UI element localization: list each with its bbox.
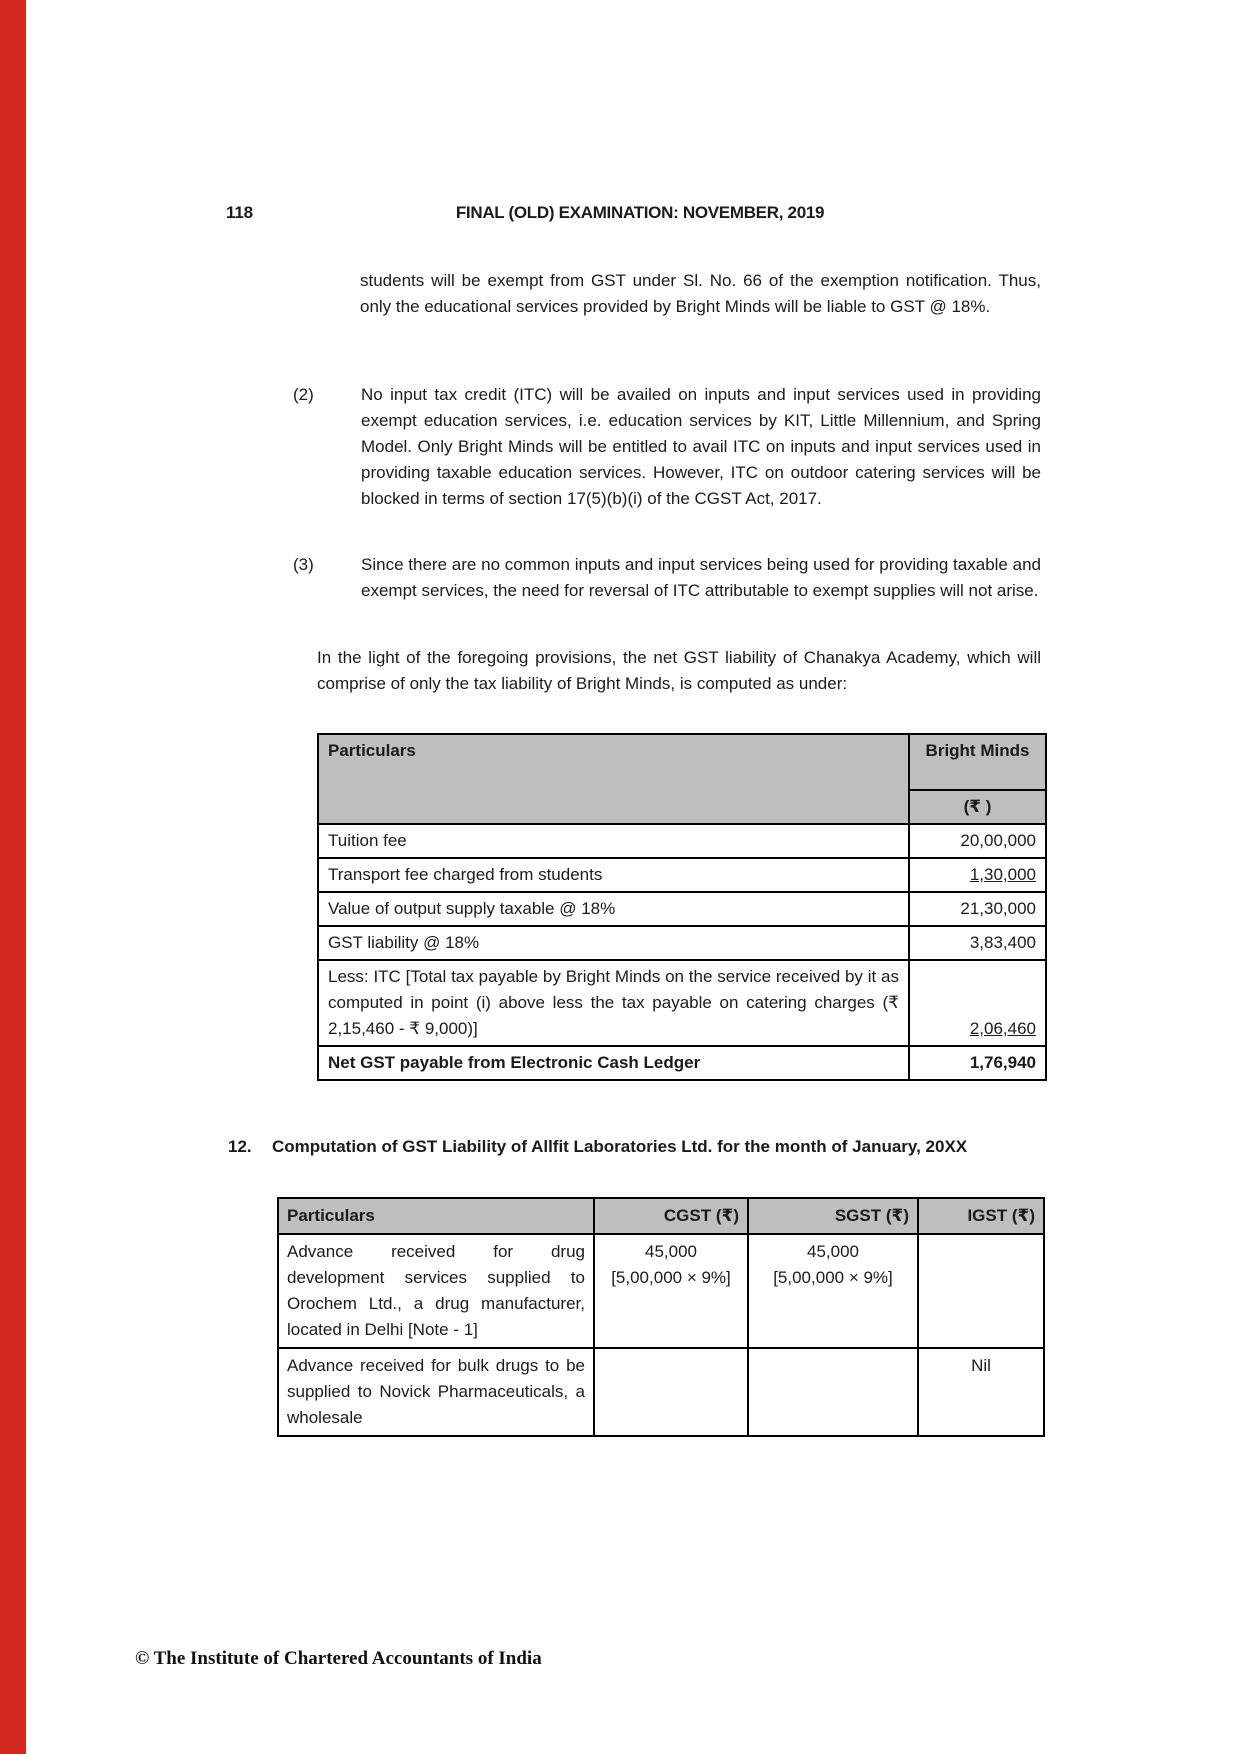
list-item-3	[293, 552, 1041, 604]
col-header-cgst: CGST (₹)	[594, 1198, 748, 1234]
row-label: Tuition fee	[318, 824, 909, 858]
row-label: Less: ITC [Total tax payable by Bright Minds on the service received by it as computed in point (i) above less the tax payable on catering charges (₹ 2,15,460 - ₹ 9,000)]	[318, 960, 909, 1046]
row-label: Net GST payable from Electronic Cash Ledger	[318, 1046, 909, 1080]
row-label: Value of output supply taxable @ 18%	[318, 892, 909, 926]
cgst-calculation: [5,00,000 × 9%]	[611, 1268, 731, 1287]
row-igst: Nil	[918, 1348, 1044, 1436]
document-title: FINAL (OLD) EXAMINATION: NOVEMBER, 2019	[455, 203, 825, 222]
row-value: 20,00,000	[909, 824, 1046, 858]
page-edge-red-strip	[0, 0, 26, 1754]
table-row	[278, 1348, 1044, 1436]
list-item-2-number: (2)	[293, 385, 314, 404]
row-particulars: Advance received for drug development services supplied to Orochem Ltd., a drug manufacturer, located in Delhi [Note - 1]	[278, 1234, 594, 1348]
list-item-2-text: No input tax credit (ITC) will be availed on inputs and input services used in providing exempt education services, i.e. education services by KIT, Little Millennium, and Spring Model. Only Bright Minds will be entitled to avail ITC on inputs and input services used in providing taxable education services. However, ITC on outdoor catering services will be blocked in terms of section 17(5)(b)(i) of the CGST Act, 2017.	[361, 385, 1041, 508]
row-particulars: Advance received for bulk drugs to be supplied to Novick Pharmaceuticals, a wholesale	[278, 1348, 594, 1436]
table-row	[318, 824, 1046, 858]
gst-liability-table	[317, 733, 1047, 1081]
question-12-heading	[228, 1133, 1041, 1160]
allfit-gst-table	[277, 1197, 1045, 1437]
sgst-calculation: [5,00,000 × 9%]	[773, 1268, 893, 1287]
col-header-particulars: Particulars	[278, 1198, 594, 1234]
row-value: 2,06,460	[909, 960, 1046, 1046]
row-value: 1,30,000	[909, 858, 1046, 892]
row-value: 3,83,400	[909, 926, 1046, 960]
col-header-particulars: Particulars	[318, 734, 909, 824]
row-sgst	[748, 1348, 918, 1436]
row-label: GST liability @ 18%	[318, 926, 909, 960]
list-item-2	[293, 382, 1041, 512]
sgst-amount: 45,000	[807, 1242, 859, 1261]
row-cgst	[594, 1348, 748, 1436]
page-number: 118	[226, 203, 253, 222]
question-heading-text: Computation of GST Liability of Allfit Laboratories Ltd. for the month of January, 20XX	[272, 1137, 968, 1156]
row-value: 21,30,000	[909, 892, 1046, 926]
table-row	[318, 960, 1046, 1046]
row-sgst	[748, 1234, 918, 1348]
table-header-row	[278, 1198, 1044, 1234]
paragraph-closing: In the light of the foregoing provisions, the net GST liability of Chanakya Academy, which will comprise of only the tax liability of Bright Minds, is computed as under:	[317, 648, 1041, 693]
col-header-rupee: (₹ )	[909, 790, 1046, 824]
col-header-sgst: SGST (₹)	[748, 1198, 918, 1234]
paragraph-intro: students will be exempt from GST under Sl. No. 66 of the exemption notification. Thus, only the educational services provided by Bright Minds will be liable to GST @ 18%.	[360, 271, 1041, 316]
list-item-3-number: (3)	[293, 555, 314, 574]
table-row	[318, 892, 1046, 926]
list-item-3-text: Since there are no common inputs and input services being used for providing taxable and exempt services, the need for reversal of ITC attributable to exempt supplies will not arise.	[361, 555, 1041, 600]
table-row	[318, 858, 1046, 892]
row-value: 1,76,940	[909, 1046, 1046, 1080]
row-igst	[918, 1234, 1044, 1348]
row-cgst	[594, 1234, 748, 1348]
cgst-amount: 45,000	[645, 1242, 697, 1261]
table-header-row	[318, 734, 1046, 790]
copyright-footer: © The Institute of Chartered Accountants of India	[135, 1648, 542, 1669]
row-label: Transport fee charged from students	[318, 858, 909, 892]
col-header-igst: IGST (₹)	[918, 1198, 1044, 1234]
question-number: 12.	[228, 1137, 252, 1156]
table-row	[278, 1234, 1044, 1348]
table-total-row	[318, 1046, 1046, 1080]
table-row	[318, 926, 1046, 960]
col-header-bright-minds: Bright Minds	[909, 734, 1046, 790]
